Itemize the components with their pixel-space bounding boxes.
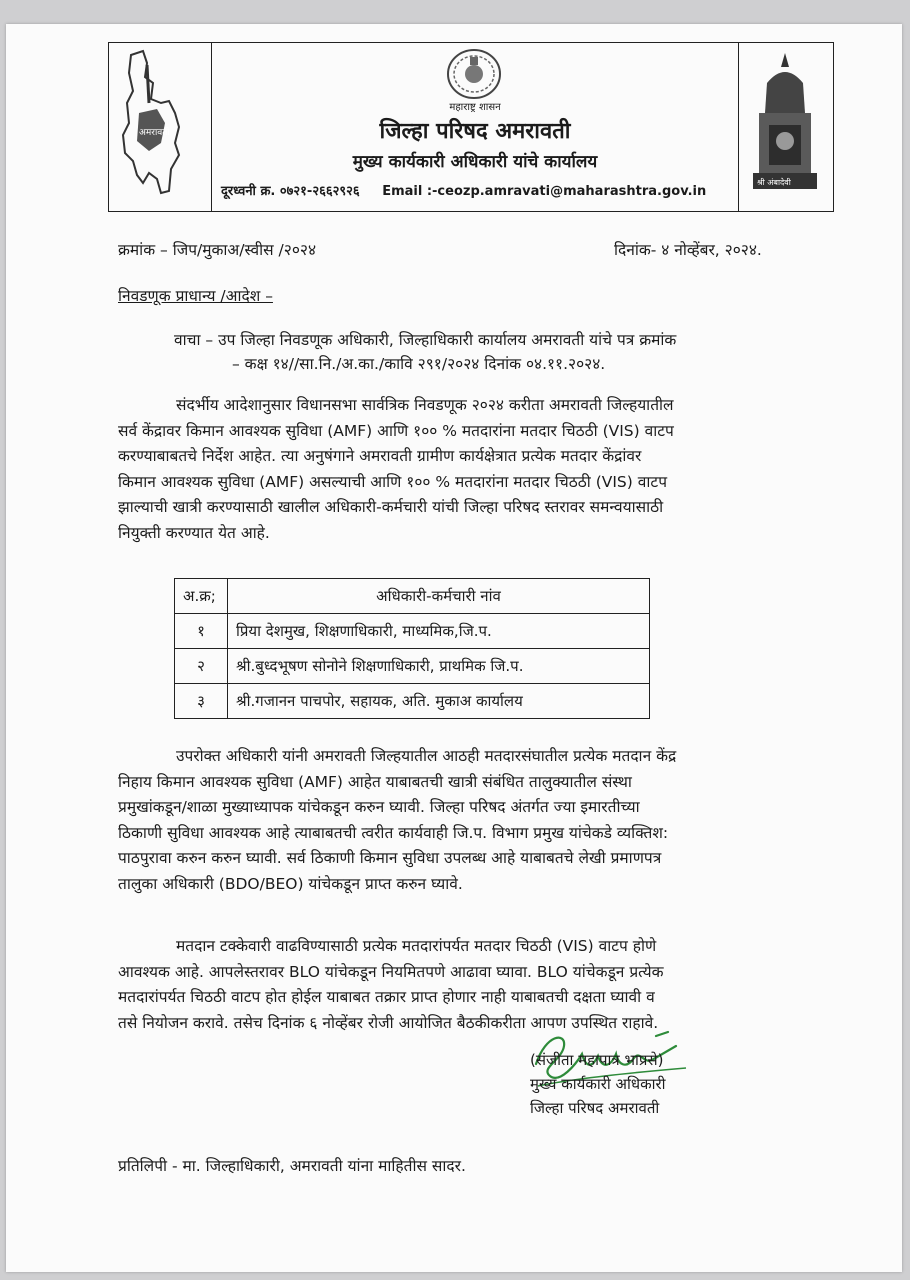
- paragraph-2-line: उपरोक्त अधिकारी यांनी अमरावती जिल्हयातील आठही मतदारसंघातील प्रत्येक मतदान केंद्र: [176, 747, 677, 765]
- paragraph-1-line: करण्याबाबतचे निर्देश आहेत. त्या अनुषंगाने अमरावती ग्रामीण कार्यक्षेत्रात प्रत्येक मतदार केंद्रांवर: [118, 447, 642, 465]
- paragraph-2-line: निहाय किमान आवश्यक सुविधा (AMF) आहेत याबाबतची खात्री संबंधित तालुक्यातील संस्था: [118, 772, 632, 791]
- signature-block: [530, 1048, 666, 1120]
- signatory-name: (संजीता महापात्र भाप्रसे): [530, 1051, 664, 1069]
- paragraph-2-line: पाठपुरावा करुन करुन घ्यावी. सर्व ठिकाणी किमान सुविधा उपलब्ध आहे याबाबतचे लेखी प्रमाणपत्र: [118, 849, 662, 867]
- serial-cell: २: [175, 649, 228, 684]
- paragraph-3: [118, 934, 798, 1036]
- paragraph-1-line: सर्व केंद्रावर किमान आवश्यक सुविधा (AMF) आणि १०० % मतदारांना मतदार चिठठी (VIS) वाटप: [118, 421, 674, 440]
- contact-line: [221, 181, 706, 199]
- paragraph-2-line: प्रमुखांकडून/शाळा मुख्याध्यापक यांचेकडून करुन घ्यावी. जिल्हा परिषद अंतर्गत ज्या इमारतीच्या: [118, 798, 640, 816]
- letterhead-center: [211, 43, 739, 211]
- paragraph-1-line: नियुक्ती करण्यात येत आहे.: [118, 523, 270, 542]
- officer-name-cell: प्रिया देशमुख, शिक्षणाधिकारी, माध्यमिक,जि.प.: [228, 614, 650, 649]
- subject-line: निवडणूक प्राधान्य /आदेश –: [118, 287, 273, 305]
- paragraph-1-line: संदर्भीय आदेशानुसार विधानसभा सार्वत्रिक निवडणूक २०२४ करीता अमरावती जिल्हयातील: [176, 396, 674, 414]
- phone-number: दूरध्वनी क्र. ०७२१-२६६२९२६: [221, 184, 360, 199]
- paragraph-3-line: मतदारांपर्यत चिठठी वाटप होत होईल याबाबत तक्रार प्राप्त होणार नाही याबाबतची दक्षता घ्यावी व: [118, 988, 655, 1006]
- paragraph-3-line: मतदान टक्केवारी वाढविण्यासाठी प्रत्येक मतदारांपर्यत मतदार चिठठी (VIS) वाटप होणे: [176, 937, 657, 955]
- paragraph-1-line: झाल्याची खात्री करण्यासाठी खालील अधिकारी-कर्मचारी यांची जिल्हा परिषद स्तरावर समन्वयासाठी: [118, 498, 664, 516]
- svg-text:श्री अंबादेवी: श्री अंबादेवी: [757, 178, 791, 187]
- column-header-name: अधिकारी-कर्मचारी नांव: [228, 579, 650, 614]
- officer-name-cell: श्री.बुध्दभूषण सोनोने शिक्षणाधिकारी, प्राथमिक जि.प.: [228, 649, 650, 684]
- government-label: महाराष्ट्र शासन: [449, 102, 501, 113]
- table-header-row: [175, 579, 650, 614]
- paragraph-1: [118, 393, 798, 546]
- reference-number: क्रमांक – जिप/मुकाअ/स्वीस /२०२४: [118, 241, 317, 259]
- paragraph-3-line: तसे नियोजन करावे. तसेच दिनांक ६ नोव्हेंबर रोजी आयोजित बैठकीकरीता आपण उपस्थित राहावे.: [118, 1013, 659, 1032]
- table-row: [175, 649, 650, 684]
- column-header-serial: अ.क्र;: [175, 579, 228, 614]
- read-reference-line-1: वाचा – उप जिल्हा निवडणूक अधिकारी, जिल्हाधिकारी कार्यालय अमरावती यांचे पत्र क्रमांक: [174, 331, 677, 349]
- read-reference-line-2: – कक्ष १४//सा.नि./अ.का./कावि २९१/२०२४ दिनांक ०४.११.२०२४.: [232, 355, 606, 373]
- letter-date: दिनांक- ४ नोव्हेंबर, २०२४.: [614, 241, 762, 259]
- signatory-designation: मुख्य कार्यकारी अधिकारी: [530, 1075, 666, 1093]
- office-name: मुख्य कार्यकारी अधिकारी यांचे कार्यालय: [352, 152, 598, 172]
- table-row: [175, 684, 650, 719]
- temple-emblem: [738, 43, 833, 211]
- email-address: Email :-ceozp.amravati@maharashtra.gov.in: [382, 184, 707, 199]
- table-row: [175, 614, 650, 649]
- organization-name: जिल्हा परिषद अमरावती: [379, 119, 571, 144]
- letterhead: [108, 42, 834, 212]
- signatory-organization: जिल्हा परिषद अमरावती: [530, 1099, 660, 1117]
- district-map-emblem: [109, 43, 212, 211]
- paragraph-1-line: किमान आवश्यक सुविधा (AMF) असल्याची आणि १०० % मतदारांना मतदार चिठठी (VIS) वाटप: [118, 472, 667, 491]
- serial-cell: ३: [175, 684, 228, 719]
- paragraph-3-line: आवश्यक आहे. आपलेस्तरावर BLO यांचेकडून नियमितपणे आढावा घ्यावा. BLO यांचेकडून प्रत्येक: [118, 962, 664, 981]
- svg-text:अमरावती: अमरावती: [139, 128, 170, 138]
- officers-table: [174, 578, 650, 719]
- officer-name-cell: श्री.गजानन पाचपोर, सहायक, अति. मुकाअ कार्यालय: [228, 684, 650, 719]
- state-seal-icon: [439, 47, 509, 101]
- copy-to-line: प्रतिलिपी - मा. जिल्हाधिकारी, अमरावती यांना माहितीस सादर.: [118, 1157, 466, 1175]
- paragraph-2-line: तालुका अधिकारी (BDO/BEO) यांचेकडून प्राप्त करुन घ्यावे.: [118, 874, 463, 893]
- paragraph-2-line: ठिकाणी सुविधा आवश्यक आहे त्याबाबतची त्वरीत कार्यवाही जि.प. विभाग प्रमुख यांचेकडे व्यक्तिश:: [118, 823, 669, 842]
- serial-cell: १: [175, 614, 228, 649]
- paragraph-2: [118, 744, 798, 897]
